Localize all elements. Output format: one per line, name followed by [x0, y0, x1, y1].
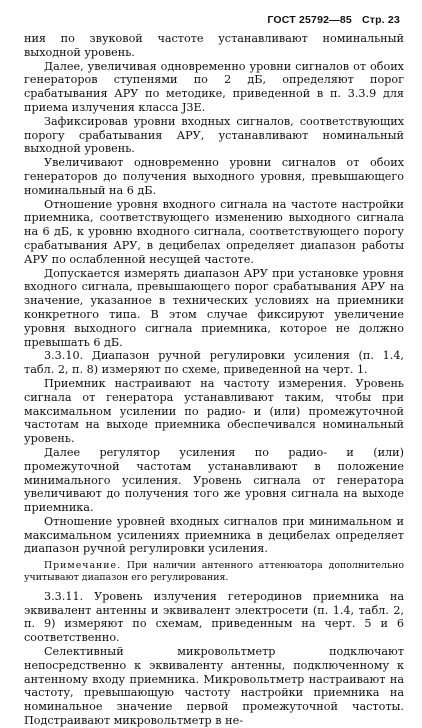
document-body — [24, 32, 404, 728]
paragraph: ния по звуковой частоте устанавливают номинальный выходной уровень. — [24, 32, 404, 59]
standard-number: ГОСТ 25792—85 — [267, 14, 352, 26]
paragraph: Допускается измерять диапазон АРУ при установке уровня входного сигнала, превышающего порог срабатывания АРУ на значение, указанное в технических условиях на приемники конкретного типа. В этом случае фиксируют увеличение уровня выходного сигнала приемника, которое не должно превышать 6 дБ. — [24, 266, 404, 349]
note-text: При наличии антенного аттенюатора дополнительно учитывают диапазон его регулирования. — [24, 560, 405, 584]
section-3-3-10: 3.3.10. Диапазон ручной регулировки усиления (п. 1.4, табл. 2, п. 8) измеряют по схеме, приведенной на черт. 1. — [24, 349, 404, 377]
paragraph: Далее, увеличивая одновременно уровни сигналов от обоих генераторов ступенями по 2 дБ, определяют порог срабатывания АРУ по методике, приведенной в п. 3.3.9 для приема излучения класса J3E. — [24, 59, 404, 114]
page-number: Стр. 23 — [361, 14, 400, 26]
page-header — [267, 14, 400, 26]
paragraph: Отношение уровня входного сигнала на частоте настройки приемника, соответствующего изменению выходного сигнала на 6 дБ, к уровню входного сигнала, соответствующего порогу срабатывания АРУ, в децибелах определяет диапазон работы АРУ по ослабленной несущей частоте. — [24, 197, 404, 266]
paragraph: Селективный микровольтметр подключают непосредственно к эквиваленту антенны, подключенному к антенному входу приемника. Микровольтметр настраивают на частоту, превышающую частоту настройки приемника на номинальное значение первой промежуточной частоты. Подстраивают микровольтметр в не- — [24, 645, 404, 728]
paragraph: Отношение уровней входных сигналов при минимальном и максимальном усилениях приемника в децибелах определяет диапазон ручной регулировки усиления. — [24, 514, 404, 556]
paragraph: Зафиксировав уровни входных сигналов, соответствующих порогу срабатывания АРУ, устанавливают номинальный выходной уровень. — [24, 114, 404, 156]
paragraph: Далее регулятор усиления по радио- и (или) промежуточной частотам устанавливают в положение минимального усиления. Уровень сигнала от генератора увеличивают до получения того же уровня сигнала на выходе приемника. — [24, 445, 404, 515]
paragraph: Увеличивают одновременно уровни сигналов от обоих генераторов до получения выходного уровня, превышающего номинальный на 6 дБ. — [24, 156, 404, 197]
note-label: Примечание. — [44, 560, 122, 572]
note — [24, 560, 404, 584]
paragraph: Приемник настраивают на частоту измерения. Уровень сигнала от генератора устанавливают таким, чтобы при максимальном усилении по радио- и (или) промежуточной частотам на выходе приемника обеспечивался номинальный уровень. — [24, 376, 404, 446]
section-3-3-11: 3.3.11. Уровень излучения гетеродинов приемника на эквивалент антенны и эквивалент электросети (п. 1.4, табл. 2, п. 9) измеряют по схемам, приведенным на черт. 5 и 6 соответственно. — [24, 589, 404, 645]
